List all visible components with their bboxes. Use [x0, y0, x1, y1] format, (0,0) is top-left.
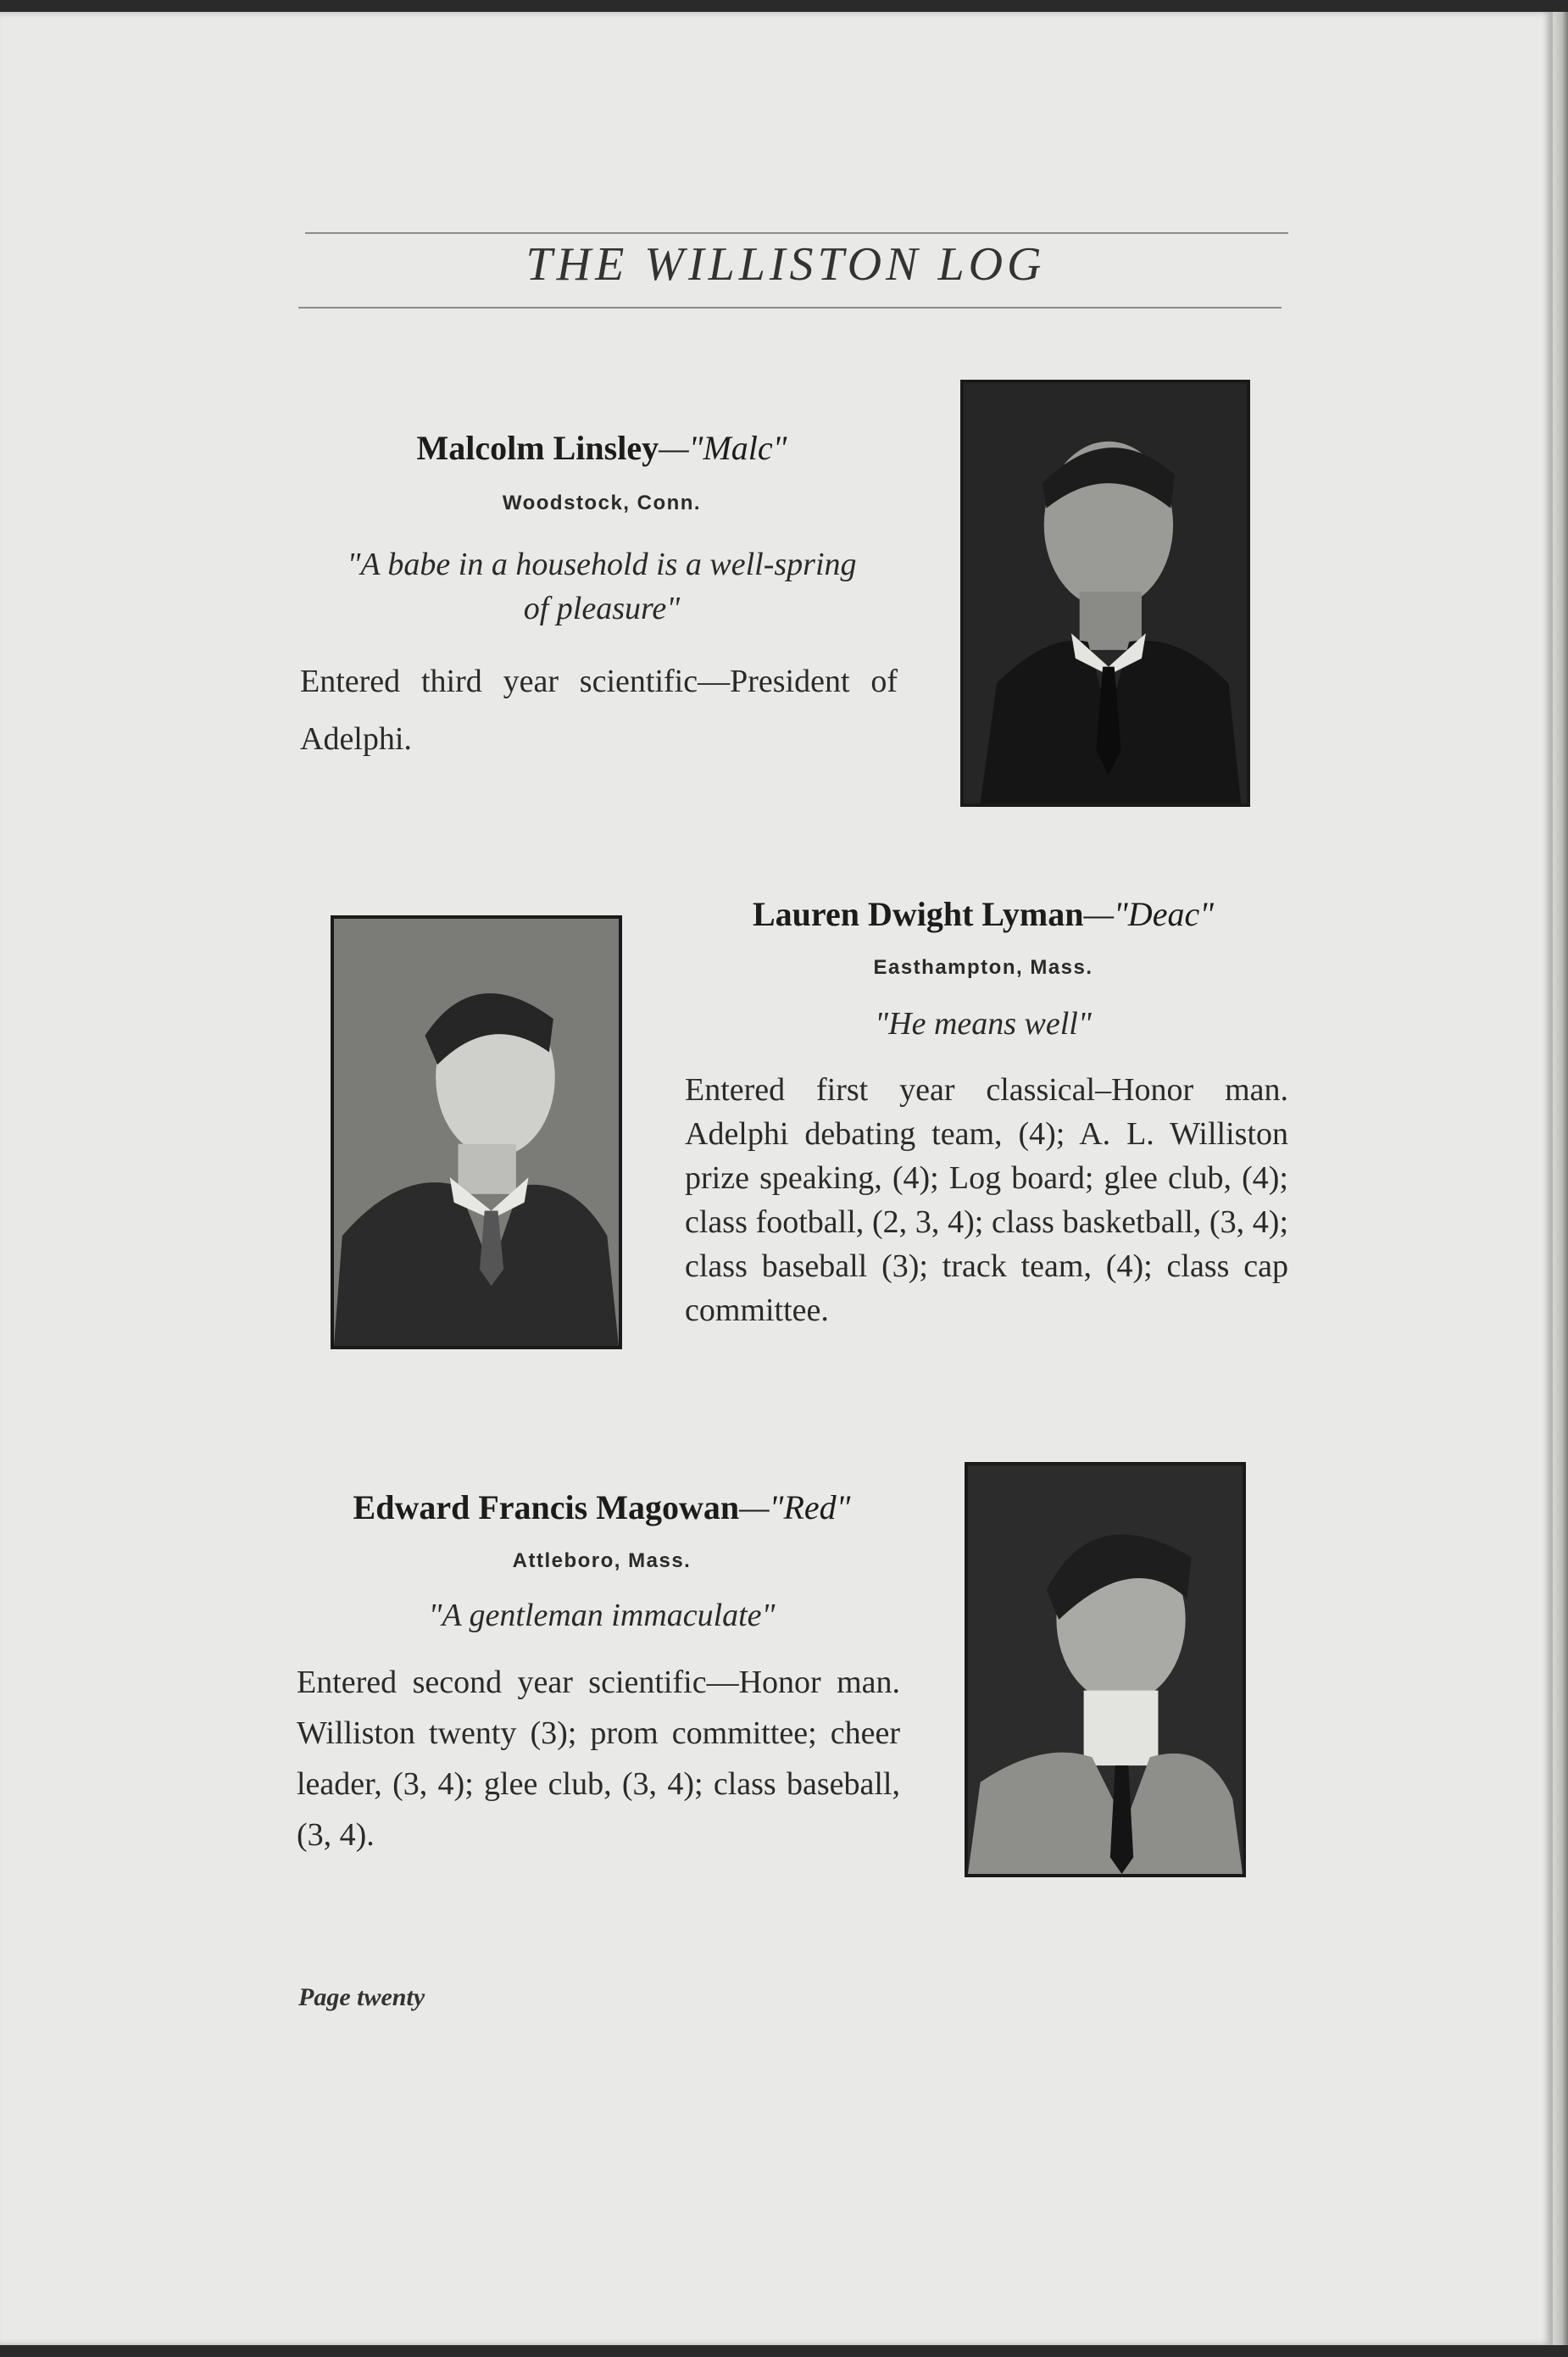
page-title: THE WILLISTON LOG: [525, 238, 1046, 291]
page-edge: [1553, 12, 1568, 2345]
bio-linsley: Entered third year scientific—President of Adelphi.: [300, 664, 898, 757]
quote-magowan: "A gentleman immaculate": [428, 1598, 776, 1633]
header-rule-bottom: [298, 307, 1282, 309]
hometown-lyman: Easthampton, Mass.: [873, 956, 1093, 979]
bio-magowan: Entered second year scientific—Honor man. Williston twenty (3); prom committee; cheer leader, (3, 4); glee club, (3, 4); class baseball, (3, 4).: [297, 1665, 900, 1853]
portrait-photo-lyman: [331, 915, 622, 1349]
hometown-magowan: Attleboro, Mass.: [512, 1549, 692, 1572]
portrait-magowan-image: [968, 1465, 1243, 1874]
portrait-lyman-image: [334, 919, 619, 1346]
page-number-label: Page twenty: [298, 1983, 425, 2011]
header-rule-top: [305, 232, 1288, 234]
portrait-linsley-image: [964, 383, 1247, 803]
student-name-magowan: Edward Francis Magowan—"Red": [353, 1488, 851, 1526]
hometown-linsley: Woodstock, Conn.: [502, 492, 702, 514]
bio-lyman: Entered first year classical–Honor man. Adelphi debating team, (4); A. L. Williston prize speaking, (4); Log board; glee club, (4); class football, (2, 3, 4); class basketball, (3, 4); class baseball (3); track team, (4); class cap committee.: [685, 1072, 1288, 1328]
portrait-photo-magowan: [965, 1462, 1246, 1877]
student-name-linsley: Malcolm Linsley—"Malc": [416, 429, 787, 467]
portrait-photo-linsley: [960, 380, 1250, 807]
quote-linsley: "A babe in a household is a well-spring of pleasure": [347, 547, 857, 626]
student-name-lyman: Lauren Dwight Lyman—"Deac": [752, 895, 1214, 933]
quote-lyman: "He means well": [875, 1006, 1092, 1042]
